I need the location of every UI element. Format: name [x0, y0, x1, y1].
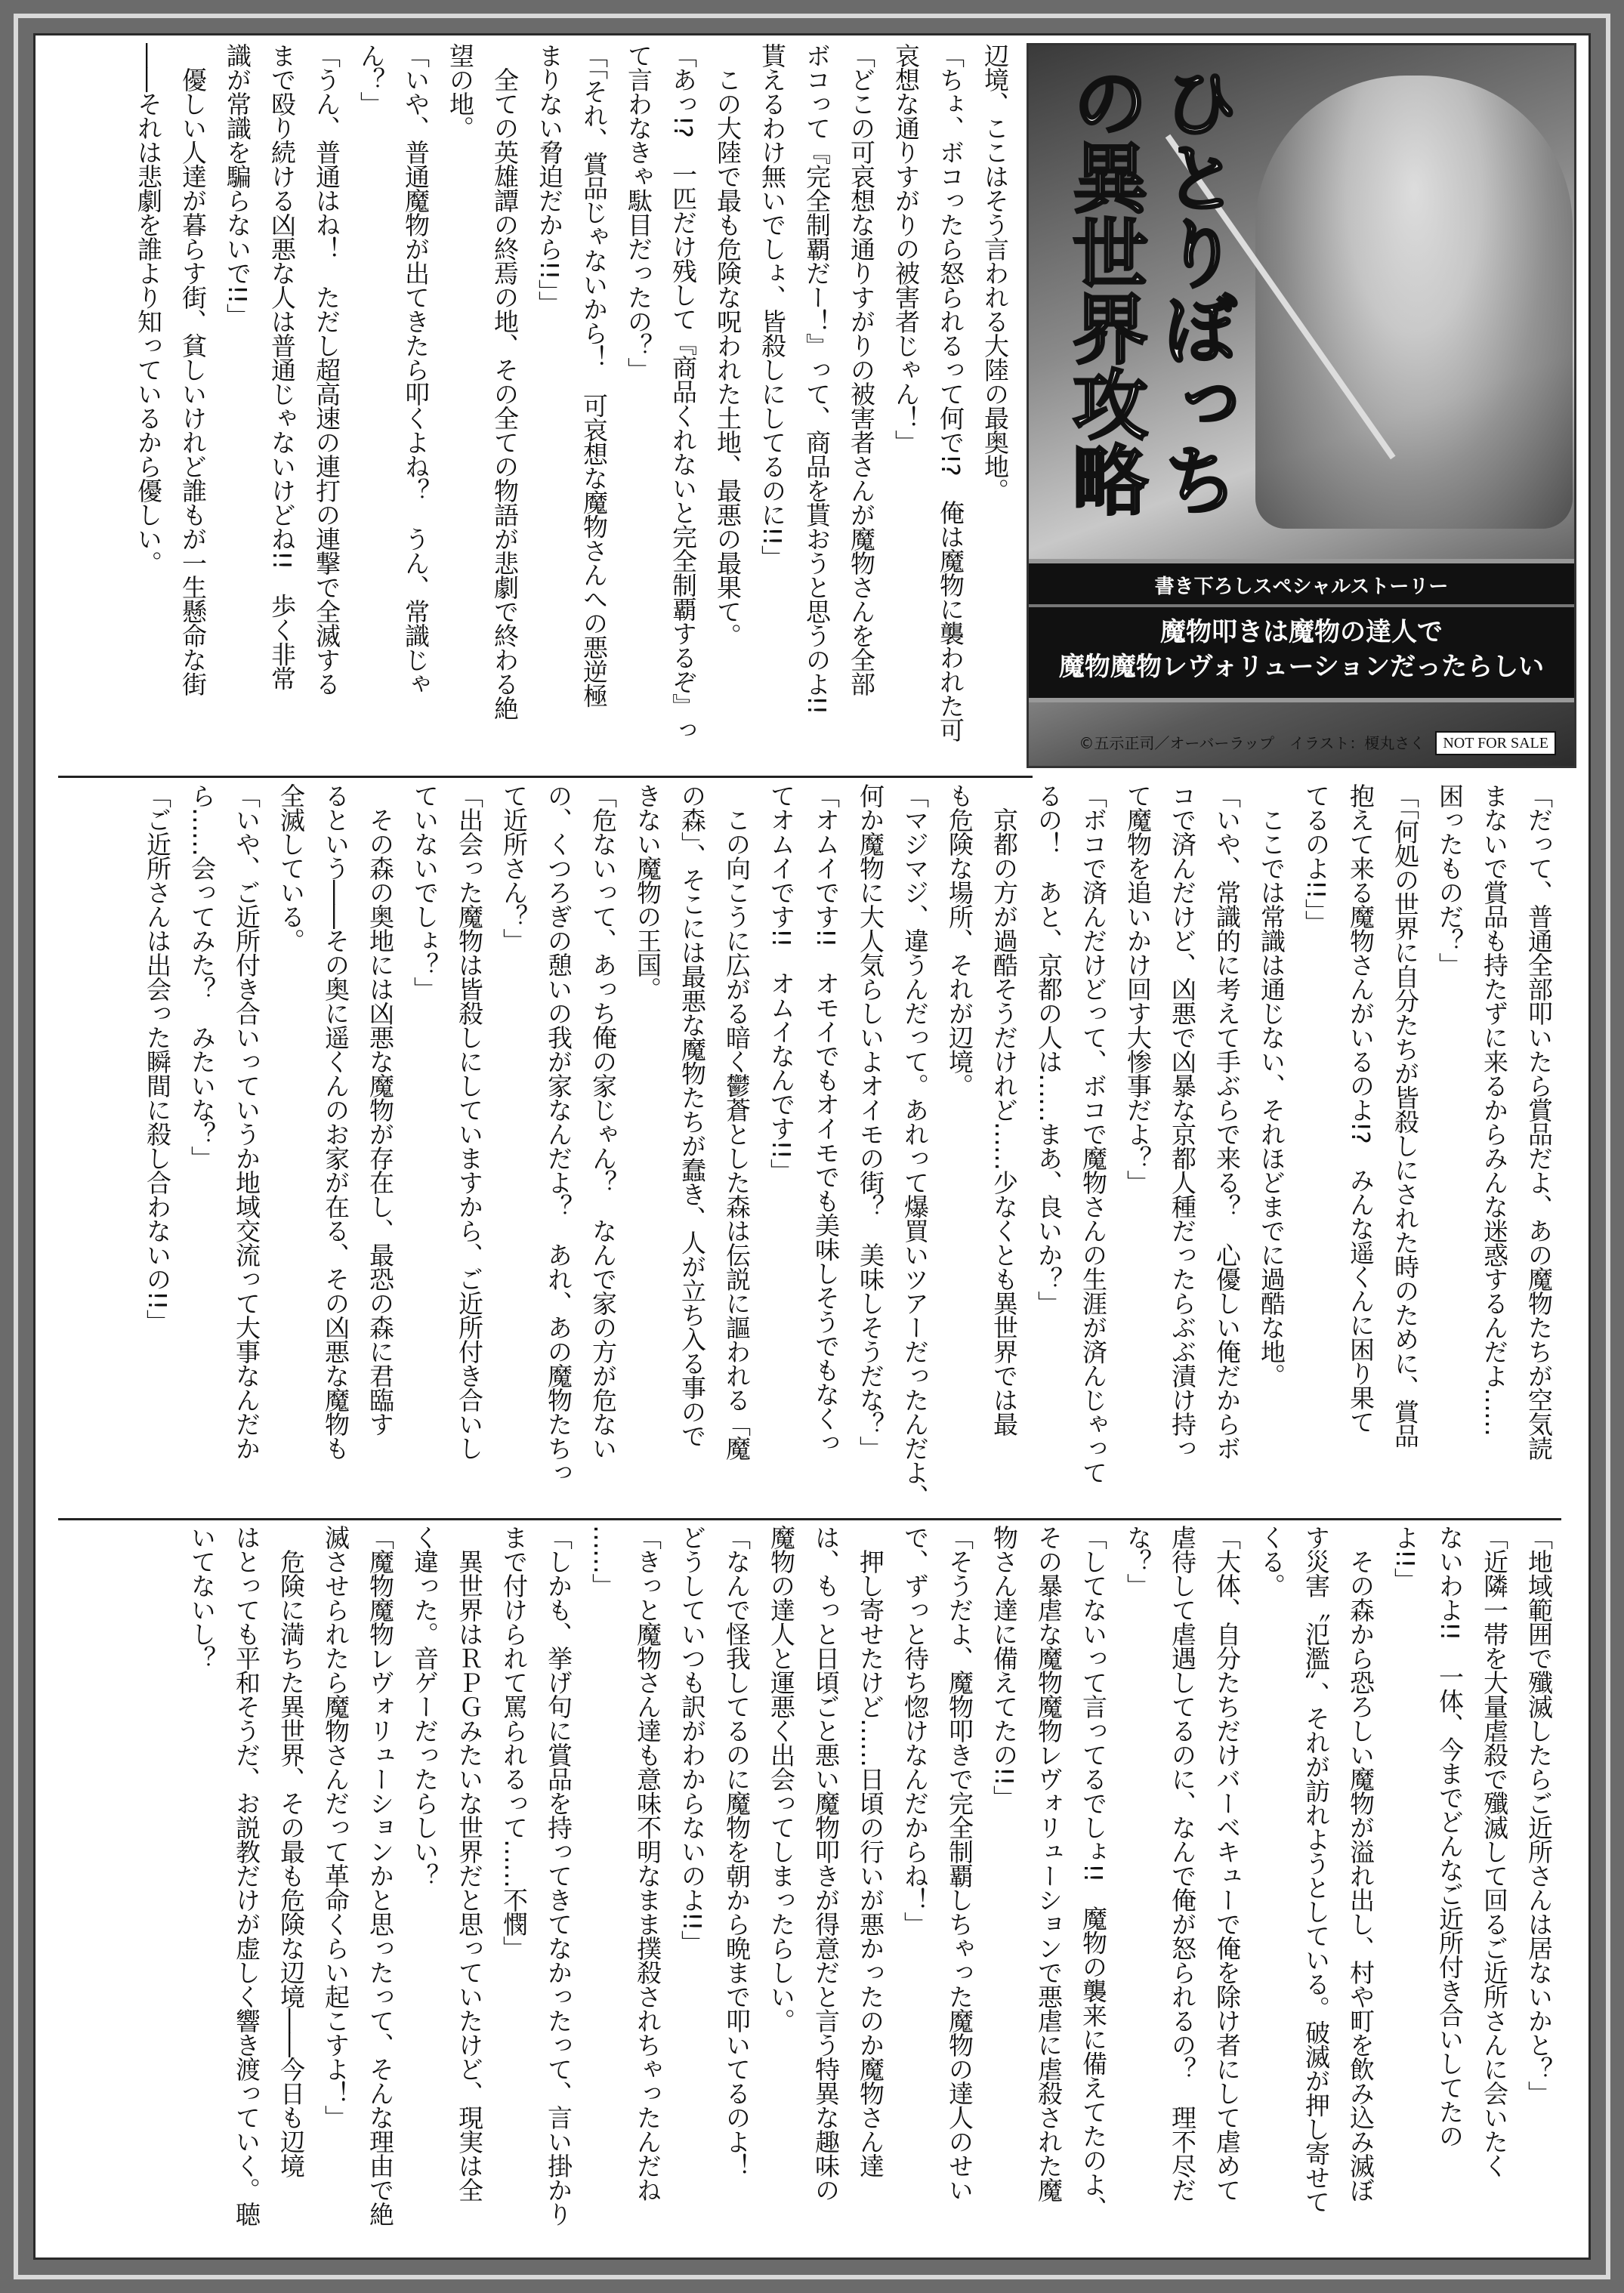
- story-title-line: 魔物魔物レヴォリューションだったらしい: [1058, 652, 1545, 682]
- text-column: く違った。音ゲーだったらしい？: [410, 1525, 440, 1887]
- text-section-middle: [58, 783, 1561, 1512]
- text-column: は、もっと日頃ごと悪い魔物叩きが得意だと言う特異な趣味の: [811, 1525, 841, 2202]
- text-column: 「マジマジ、違うんだって。あれって爆買いツアーだったんだよ、: [900, 783, 930, 1508]
- text-section-top: [58, 43, 1017, 772]
- text-column: 京都の方が過酷そうだけれど……少なくとも異世界では最: [990, 783, 1019, 1436]
- text-column: よ!!」: [1391, 1525, 1420, 1592]
- text-column: 「だって、普通全部叩いたら賞品だよ、あの魔物たちが空気読: [1524, 783, 1554, 1460]
- text-column: 全ての英雄譚の終焉の地、その全ての物語が悲劇で終わる絶: [490, 43, 520, 720]
- text-column: 「出会った魔物は皆殺しにしていますから、ご近所付き合いし: [455, 783, 484, 1460]
- series-title-logo: ひとりぼっちの異世界攻略: [1060, 63, 1240, 517]
- text-column: 「ご近所さんは出会った瞬間に殺し合わないの!!」: [143, 783, 172, 1334]
- text-column: 「いや、普通魔物が出てきたら叩くよね？ うん、常識じゃ: [401, 43, 431, 696]
- text-column: 「ボコで済んだけどって、ボコで魔物さんの生涯が済んじゃって: [1079, 783, 1108, 1484]
- text-column: まで殴り続ける凶悪な人は普通じゃないけどね!! 歩く非常: [267, 43, 297, 690]
- story-page: [33, 33, 1591, 2260]
- text-column: す災害〝氾濫〟、それが訪れようとしている。破滅が押し寄せて: [1301, 1525, 1331, 2214]
- text-column: この向こうに広がる暗く鬱蒼とした森は伝説に謳われる「魔: [722, 783, 752, 1460]
- text-column: 全滅している。: [276, 783, 306, 952]
- text-column: の森」、そこには最悪な魔物たちが蠢き、人が立ち入る事ので: [678, 783, 707, 1448]
- text-column: 識が常識を騙らないで!!」: [223, 43, 252, 328]
- text-column: の、くつろぎの憩いの我が家なんだよ？ あれ、あの魔物たちっ: [544, 783, 573, 1484]
- text-column: 「あっ!? 一匹だけ残して『商品くれないと完全制覇するぞ』っ: [668, 43, 698, 742]
- text-column: くる。: [1257, 1525, 1286, 1597]
- text-column: ――それは悲劇を誰より知っているから優しい。: [134, 43, 163, 575]
- text-column: 「「それ、賞品じゃないから！ 可哀想な魔物さんへの悪逆極: [579, 43, 609, 708]
- text-column: て言わなきゃ駄目だったの？」: [624, 43, 653, 381]
- text-column: 異世界はＲＰＧみたいな世界だと思っていたけど、現実は全: [455, 1525, 484, 2202]
- text-column: 「オムイです!! オモイでもオイモでも美味しそうでもなくっ: [811, 783, 841, 1455]
- text-column: 何か魔物に大人気らしいよオイモの街？ 美味しそうだな？」: [856, 783, 885, 1460]
- text-column: 優しい人達が暮らす街、貧しいけれど誰もが一生懸命な街: [178, 43, 208, 696]
- text-column: 物さん達に備えてたの!!」: [990, 1525, 1019, 1810]
- text-column: てオムイです!! オムイなんです!!」: [767, 783, 796, 1183]
- text-column: 望の地。: [446, 43, 475, 140]
- text-column: も危険な場所、それが辺境。: [945, 783, 974, 1097]
- text-column: 虐待して虐遇してるのに、なんで俺が怒られるの？ 理不尽だ: [1168, 1525, 1197, 2202]
- text-column: 魔物の達人と運悪く出会ってしまったらしい。: [767, 1525, 796, 2032]
- text-column: 困ったものだ？」: [1435, 783, 1465, 977]
- text-column: きない魔物の王国。: [633, 783, 662, 1001]
- text-column: ん？」: [357, 43, 386, 116]
- text-column: ないわよ!! 一体、今までどんなご近所付き合いしてたの: [1435, 1525, 1465, 2148]
- heroine-illustration: [1255, 76, 1573, 529]
- text-column: どうしていつも訳がわからないのよ!!」: [678, 1525, 707, 1955]
- text-column: 危険に満ちた異世界、その最も危険な辺境――今日も辺境: [276, 1525, 306, 2177]
- text-column: まで付けられて罵られるって……不憫」: [499, 1525, 529, 1960]
- text-column: てるのよ!!」」: [1301, 783, 1331, 934]
- copyright-text: ©五示正司／オーバーラップ イラスト：榎丸さく: [1079, 734, 1425, 752]
- text-section-bottom: [58, 1525, 1561, 2254]
- text-column: その森の奥地には凶悪な魔物が存在し、最恐の森に君臨す: [366, 783, 395, 1436]
- text-column: 「そうだよ、魔物叩きで完全制覇しちゃった魔物の達人のせい: [945, 1525, 974, 2202]
- text-column: 「なんで怪我してるのに魔物を朝から晩まで叩いてるのよ！: [722, 1525, 752, 2177]
- text-column: ここでは常識は通じない、それほどまでに過酷な地。: [1257, 783, 1286, 1387]
- text-column: 「しかも、挙げ句に賞品を持ってきてなかったって、言い掛かり: [544, 1525, 573, 2226]
- section-divider: [58, 776, 1033, 778]
- text-column: ら……会ってみた？ みたいな？」: [187, 783, 217, 1170]
- text-column: 「きっと魔物さん達も意味不明なまま撲殺されちゃったんだね: [633, 1525, 662, 2202]
- text-column: 「近隣一帯を大量虐殺で殲滅して回るご近所さんに会いたく: [1480, 1525, 1509, 2177]
- text-column: ボコって『完全制覇だー！』って、商品を貰おうと思うのよ!!: [802, 43, 832, 714]
- story-title: [1029, 607, 1574, 692]
- text-column: 抱えて来る魔物さんがいるのよ!? みんな遥くんに困り果て: [1346, 783, 1375, 1434]
- text-column: 滅させられたら魔物さんだって革命くらい起こすよ！」: [321, 1525, 350, 2129]
- credit-line: [1079, 731, 1556, 755]
- text-column: 「地域範囲で殲滅したらご近所さんは居ないかと？」: [1524, 1525, 1554, 2105]
- text-column: 「いや、常識的に考えて手ぶらで来る？ 心優しい俺だからボ: [1212, 783, 1242, 1460]
- text-column: 「してないって言ってるでしょ!! 魔物の襲来に備えてたのよ、: [1079, 1525, 1108, 2220]
- not-for-sale-badge: NOT FOR SALE: [1435, 731, 1556, 755]
- text-column: まないで賞品も持たずに来るからみんな迷惑するんだよ……: [1480, 783, 1509, 1436]
- text-column: 「大体、自分たちだけバーベキューで俺を除け者にして虐めて: [1212, 1525, 1242, 2202]
- text-column: 押し寄せたけど……日頃の行いが悪かったのか魔物さん達: [856, 1525, 885, 2177]
- text-column: 「危ないって、あっち俺の家じゃん？ なんで家の方が危ない: [588, 783, 618, 1460]
- text-column: 「いや、ご近所付き合いっていうか地域交流って大事なんだか: [232, 783, 261, 1460]
- text-column: るの！ あと、京都の人は……まあ、良いか？」: [1034, 783, 1064, 1315]
- text-column: コで済んだけど、凶悪で凶暴な京都人種だったらぶぶ漬け持っ: [1168, 783, 1197, 1460]
- story-banner: [1029, 559, 1574, 702]
- text-column: 「「何処の世界に自分たちが皆殺しにされた時のために、賞品: [1391, 783, 1420, 1448]
- text-column: で、ずっと待ち惚けなんだからね！」: [900, 1525, 930, 1936]
- text-column: いてないし？: [187, 1525, 217, 1670]
- text-column: ……」: [588, 1525, 618, 1597]
- text-column: 「うん、普通はね！ ただし超高速の連打の連撃で全滅する: [312, 43, 341, 696]
- text-column: 「どこの可哀想な通りすがりの被害者さんが魔物さんを全部: [847, 43, 876, 696]
- cover-illustration: [1027, 43, 1576, 768]
- text-column: その暴虐な魔物魔物レヴォリューションで悪虐に虐殺された魔: [1034, 1525, 1064, 2202]
- text-column: な？」: [1123, 1525, 1153, 1597]
- text-column: ていないでしょ？」: [410, 783, 440, 1001]
- text-column: まりない脅迫だから!!」」: [535, 43, 564, 315]
- text-column: 貰えるわけ無いでしょ、皆殺しにしてるのに!!」: [758, 43, 787, 569]
- text-column: て近所さん？」: [499, 783, 529, 952]
- text-column: 辺境、ここはそう言われる大陸の最奥地。: [980, 43, 1010, 502]
- text-column: はとっても平和そうだ、お説教だけが虚しく響き渡っていく。聴: [232, 1525, 261, 2226]
- text-column: て魔物を追いかけ回す大惨事だよ？」: [1123, 783, 1153, 1194]
- story-title-line: 魔物叩きは魔物の達人で: [1160, 617, 1443, 647]
- text-column: 哀想な通りすがりの被害者じゃん！」: [891, 43, 921, 454]
- text-column: るという――その奥に遥くんのお家が在る、その凶悪な魔物も: [321, 783, 350, 1460]
- text-column: この大陸で最も危険な呪われた土地、最悪の最果て。: [713, 43, 743, 647]
- text-column: 「ちょ、ボコったら怒られるって何で!? 俺は魔物に襲われた可: [936, 43, 965, 742]
- text-column: その森から恐ろしい魔物が溢れ出し、村や町を飲み込み滅ぼ: [1346, 1525, 1375, 2202]
- text-column: 「魔物魔物レヴォリューションかと思ったって、そんな理由で絶: [366, 1525, 395, 2226]
- banner-subtitle: 書き下ろしスペシャルストーリー: [1029, 569, 1574, 607]
- section-divider: [58, 1518, 1561, 1520]
